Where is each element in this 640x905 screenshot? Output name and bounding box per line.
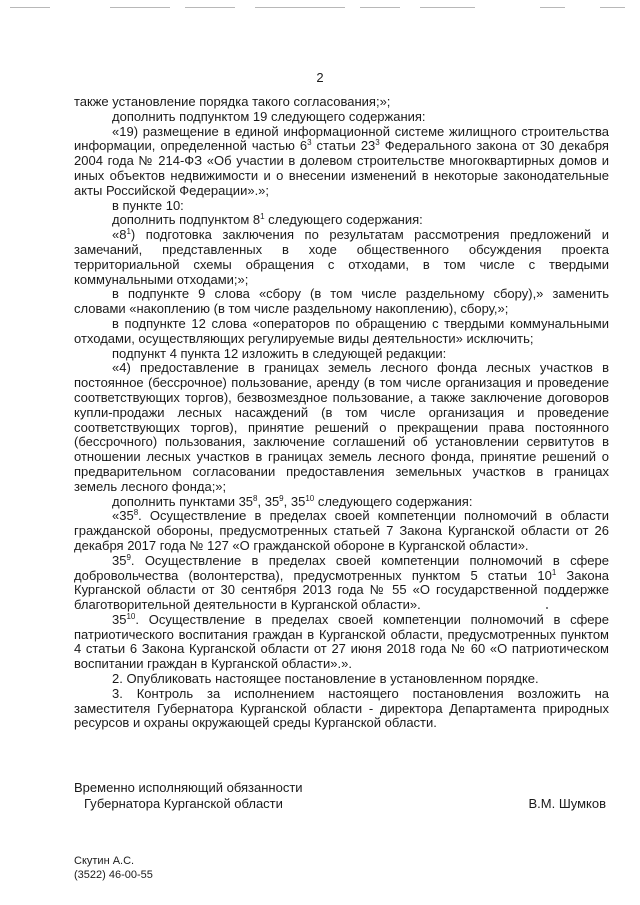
paragraph [74, 95, 609, 110]
superscript: 10 [305, 493, 315, 503]
paragraph-text: подпункт 4 пункта 12 изложить в следующей редакции: [112, 345, 447, 361]
superscript: 3 [375, 138, 380, 148]
superscript: 8 [133, 508, 139, 518]
paragraph [74, 125, 609, 199]
signatory-name: В.М. Шумков [528, 796, 606, 811]
paragraph-text: «19) размещение в единой информационной системе жилищного строительства информации, определенной частью 6 [74, 123, 609, 154]
signatory-position [74, 780, 303, 812]
paragraph-text: также установление порядка такого согласования;»; [74, 94, 391, 109]
scan-artifact-line [420, 7, 475, 8]
paragraph-text: статьи 23 [311, 138, 376, 154]
superscript: 3 [307, 138, 312, 148]
scan-artifact-line [185, 7, 235, 8]
paragraph-text: дополнить подпунктом 8 [112, 212, 261, 228]
paragraph [74, 228, 609, 287]
paragraph-text: . Осуществление в пределах своей компетенции полномочий в сфере патриотического воспитания граждан в Курганской области, предусмотренных пунктом 4 статьи 6 Закона Курганской области от 27 июня 2018 года № 60 «О патриотическом воспитании граждан в Курганской области».». [74, 611, 609, 672]
paragraph-text: Закона Курганской области от 30 сентября 2013 года № 55 «О государственной поддержке благотворительной деятельности в Курганской области». [74, 567, 609, 613]
paragraph-text: . Осуществление в пределах своей компетенции полномочий в сфере добровольчества (волонтерства), предусмотренных пунктом 5 статьи 10 [74, 552, 609, 583]
scan-artifact-line [540, 7, 565, 8]
paragraph [74, 613, 609, 672]
paragraph-text: в подпункте 9 слова «сбору (в том числе раздельному сбору),» заменить словами «накоплению (в том числе раздельному накоплению), сбору,»; [74, 286, 609, 317]
scan-artifact-line [10, 7, 50, 8]
signatory-position-line2: Губернатора Курганской области [84, 796, 283, 811]
paragraph [74, 110, 609, 125]
superscript: 8 [253, 493, 258, 503]
superscript: 10 [126, 611, 136, 621]
paragraph [74, 361, 609, 494]
scan-artifact-line [600, 7, 625, 8]
paragraph-text: в пункте 10: [112, 197, 184, 213]
paragraph-text: Федерального закона от 30 декабря 2004 года № 214-ФЗ «Об участии в долевом строительстве многоквартирных домов и иных объектов недвижимости и о внесении изменений в некоторые законодательные акты Российской Федерации».»; [74, 138, 609, 198]
scan-speck [546, 607, 548, 609]
document-body [74, 95, 609, 731]
superscript: 1 [126, 227, 131, 237]
paragraph [74, 495, 609, 510]
scan-artifact-line [110, 7, 170, 8]
paragraph [74, 554, 609, 613]
superscript: 9 [279, 493, 284, 503]
paragraph-text: в подпункте 12 слова «операторов по обращению с твердыми коммунальными отходами, осуществляющих регулируемые виды деятельности» исключить; [74, 315, 609, 346]
paragraph-text: . Осуществление в пределах своей компетенции полномочий в области гражданской обороны, предусмотренных статьей 7 Закона Курганской области от 26 декабря 2017 года № 127 «О гражданской обороне в Курганской области». [74, 508, 609, 553]
paragraph-text: дополнить пунктами 35 [112, 493, 254, 509]
executor-name: Скутин А.С. [74, 855, 135, 867]
paragraph-text: следующего содержания: [264, 212, 423, 228]
paragraph-text: 3. Контроль за исполнением настоящего постановления возложить на заместителя Губернатора Курганской области - директора Департамента природных ресурсов и охраны окружающей среды Курганской области. [74, 685, 609, 731]
scan-artifact-line [360, 7, 400, 8]
scan-artifact-line [255, 7, 345, 8]
paragraph-text: «4) предоставление в границах земель лесного фонда лесных участков в постоянное (бессрочное) пользование, аренду (в том числе организация и проведение соответствующих торгов), безвозмездное пользование, а также заключение договоров купли-продажи лесных насаждений (в том числе организация и проведение соответствующих торгов), принятие решений о прекращении права постоянного (бессрочного) пользования, заключение соглашений об установлении сервитутов в отношении лесных участков в границах земель лесного фонда, принятие решений о предварительном согласовании предоставления земельных участков в границах земель лесного фонда;»; [74, 360, 609, 494]
superscript: 1 [551, 567, 557, 577]
paragraph [74, 287, 609, 317]
paragraph-text: 35 [112, 611, 127, 627]
paragraph-text: , 35 [283, 493, 306, 509]
paragraph [74, 317, 609, 347]
signatory-position-line1: Временно исполняющий обязанности [74, 780, 303, 795]
paragraph [74, 213, 609, 228]
paragraph-text: «8 [112, 227, 127, 243]
page-number: 2 [316, 70, 324, 85]
executor-block [74, 854, 153, 882]
superscript: 9 [126, 552, 131, 562]
paragraph-text: «35 [112, 508, 134, 524]
executor-phone: (3522) 46-00-55 [74, 869, 153, 881]
paragraph-text: дополнить подпунктом 19 следующего содержания: [112, 108, 426, 124]
paragraph [74, 672, 609, 687]
superscript: 1 [260, 212, 265, 222]
paragraph [74, 199, 609, 214]
paragraph-text: , 35 [257, 493, 280, 509]
paragraph-text: 35 [112, 552, 127, 568]
paragraph [74, 347, 609, 362]
paragraph [74, 687, 609, 731]
paragraph-text: 2. Опубликовать настоящее постановление в установленном порядке. [112, 671, 539, 687]
paragraph-text: следующего содержания: [314, 493, 473, 509]
paragraph [74, 509, 609, 553]
paragraph-text: ) подготовка заключения по результатам рассмотрения предложений и замечаний, представленных в ходе общественного обсуждения проекта территориальной схемы обращения с отходами, в том числе с твердыми коммунальными отходами;»; [74, 227, 609, 287]
